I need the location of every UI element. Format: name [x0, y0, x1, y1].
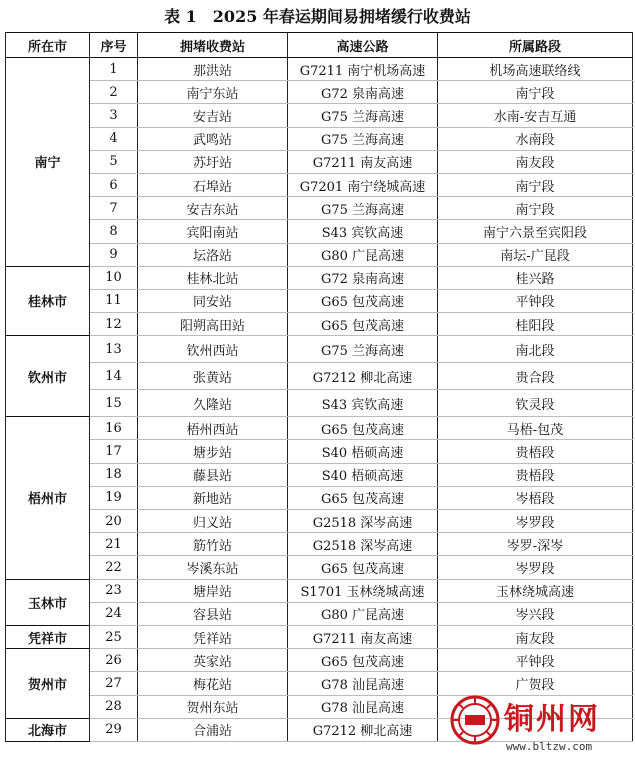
section-cell: 机场高速联络线 — [438, 58, 633, 81]
section-cell: 水南段 — [438, 127, 633, 150]
table-header-row — [6, 33, 633, 58]
station-cell: 英家站 — [138, 649, 288, 672]
header-index: 序号 — [90, 33, 138, 58]
station-cell: 筋竹站 — [138, 533, 288, 556]
header-city: 所在市 — [6, 33, 90, 58]
city-cell: 南宁 — [6, 58, 90, 267]
index-cell: 5 — [90, 150, 138, 173]
station-cell: 坛洛站 — [138, 243, 288, 266]
section-cell: 南宁段 — [438, 173, 633, 196]
city-cell: 桂林市 — [6, 266, 90, 336]
table-row — [6, 289, 633, 312]
index-cell: 24 — [90, 602, 138, 625]
table-title: 表 1 2025 年春运期间易拥堵缓行收费站 — [164, 7, 471, 26]
index-cell: 18 — [90, 463, 138, 486]
index-cell: 12 — [90, 313, 138, 336]
station-cell: 桂林北站 — [138, 266, 288, 289]
station-cell: 安吉东站 — [138, 197, 288, 220]
city-cell: 贺州市 — [6, 649, 90, 719]
table-row — [6, 58, 633, 81]
highway-cell: G75 兰海高速 — [288, 336, 438, 363]
highway-cell: S43 宾钦高速 — [288, 390, 438, 417]
index-cell: 27 — [90, 672, 138, 695]
index-cell: 15 — [90, 390, 138, 417]
table-row — [6, 243, 633, 266]
index-cell: 9 — [90, 243, 138, 266]
station-cell: 贺州东站 — [138, 695, 288, 718]
station-cell: 塘步站 — [138, 440, 288, 463]
table-row — [6, 266, 633, 289]
section-cell: 岑兴段 — [438, 602, 633, 625]
highway-cell: G7212 柳北高速 — [288, 718, 438, 741]
table-row — [6, 486, 633, 509]
city-cell: 北海市 — [6, 718, 90, 741]
table-row — [6, 556, 633, 579]
index-cell: 11 — [90, 289, 138, 312]
table-body — [6, 58, 633, 742]
watermark-url: www.bltzw.com — [506, 740, 593, 753]
highway-cell: G72 泉南高速 — [288, 266, 438, 289]
table-row — [6, 463, 633, 486]
section-cell: 岑罗段 — [438, 556, 633, 579]
table-row — [6, 417, 633, 440]
watermark-seal-icon — [450, 695, 500, 745]
highway-cell: G78 汕昆高速 — [288, 672, 438, 695]
highway-cell: G75 兰海高速 — [288, 127, 438, 150]
highway-cell: S40 梧硕高速 — [288, 440, 438, 463]
station-cell: 阳朔高田站 — [138, 313, 288, 336]
table-row — [6, 440, 633, 463]
section-cell: 岑罗-深岑 — [438, 533, 633, 556]
station-cell: 凭祥站 — [138, 625, 288, 648]
highway-cell: G65 包茂高速 — [288, 486, 438, 509]
station-cell: 梧州西站 — [138, 417, 288, 440]
table-row — [6, 220, 633, 243]
station-cell: 容县站 — [138, 602, 288, 625]
index-cell: 4 — [90, 127, 138, 150]
index-cell: 13 — [90, 336, 138, 363]
index-cell: 28 — [90, 695, 138, 718]
watermark-brand: 铜州网 — [504, 702, 600, 737]
section-cell: 桂兴路 — [438, 266, 633, 289]
highway-cell: G7211 南宁机场高速 — [288, 58, 438, 81]
station-cell: 南宁东站 — [138, 81, 288, 104]
index-cell: 10 — [90, 266, 138, 289]
highway-cell: G65 包茂高速 — [288, 556, 438, 579]
highway-cell: G65 包茂高速 — [288, 289, 438, 312]
section-cell: 玉林绕城高速 — [438, 579, 633, 602]
section-cell: 广贺段 — [438, 672, 633, 695]
index-cell: 7 — [90, 197, 138, 220]
table-row — [6, 313, 633, 336]
index-cell: 29 — [90, 718, 138, 741]
highway-cell: G7211 南友高速 — [288, 150, 438, 173]
city-cell: 钦州市 — [6, 336, 90, 417]
table-row — [6, 173, 633, 196]
index-cell: 3 — [90, 104, 138, 127]
highway-cell: G7211 南友高速 — [288, 625, 438, 648]
table-row — [6, 649, 633, 672]
section-cell: 贵梧段 — [438, 463, 633, 486]
table-row — [6, 336, 633, 363]
station-cell: 同安站 — [138, 289, 288, 312]
city-cell: 凭祥市 — [6, 625, 90, 648]
section-cell: 南友段 — [438, 625, 633, 648]
city-cell: 玉林市 — [6, 579, 90, 625]
station-cell: 那洪站 — [138, 58, 288, 81]
station-cell: 梅花站 — [138, 672, 288, 695]
section-cell: 岑罗段 — [438, 510, 633, 533]
table-row — [6, 104, 633, 127]
table-row — [6, 533, 633, 556]
station-cell: 武鸣站 — [138, 127, 288, 150]
station-cell: 合浦站 — [138, 718, 288, 741]
table-row — [6, 197, 633, 220]
highway-cell: S40 梧硕高速 — [288, 463, 438, 486]
index-cell: 23 — [90, 579, 138, 602]
section-cell: 平钟段 — [438, 289, 633, 312]
section-cell: 南宁段 — [438, 197, 633, 220]
section-cell: 南北段 — [438, 336, 633, 363]
highway-cell: G72 泉南高速 — [288, 81, 438, 104]
index-cell: 16 — [90, 417, 138, 440]
station-cell: 张黄站 — [138, 363, 288, 390]
section-cell: 南宁六景至宾阳段 — [438, 220, 633, 243]
index-cell: 8 — [90, 220, 138, 243]
station-cell: 新地站 — [138, 486, 288, 509]
section-cell: 水南-安吉互通 — [438, 104, 633, 127]
index-cell: 17 — [90, 440, 138, 463]
highway-cell: G2518 深岑高速 — [288, 510, 438, 533]
station-cell: 宾阳南站 — [138, 220, 288, 243]
index-cell: 14 — [90, 363, 138, 390]
section-cell: 岑梧段 — [438, 486, 633, 509]
section-cell: 南宁段 — [438, 81, 633, 104]
section-cell: 钦灵段 — [438, 390, 633, 417]
index-cell: 2 — [90, 81, 138, 104]
header-section: 所属路段 — [438, 33, 633, 58]
section-cell: 桂阳段 — [438, 313, 633, 336]
section-cell: 南友段 — [438, 150, 633, 173]
section-cell: 南坛-广昆段 — [438, 243, 633, 266]
highway-cell: G78 汕昆高速 — [288, 695, 438, 718]
table-row — [6, 363, 633, 390]
index-cell: 26 — [90, 649, 138, 672]
table-row — [6, 81, 633, 104]
city-cell: 梧州市 — [6, 417, 90, 579]
index-cell: 6 — [90, 173, 138, 196]
station-cell: 安吉站 — [138, 104, 288, 127]
table-row — [6, 127, 633, 150]
station-cell: 归义站 — [138, 510, 288, 533]
toll-station-table — [5, 32, 633, 742]
highway-cell: G7212 柳北高速 — [288, 363, 438, 390]
index-cell: 22 — [90, 556, 138, 579]
header-station: 拥堵收费站 — [138, 33, 288, 58]
table-row — [6, 579, 633, 602]
index-cell: 19 — [90, 486, 138, 509]
station-cell: 久隆站 — [138, 390, 288, 417]
highway-cell: S43 宾钦高速 — [288, 220, 438, 243]
station-cell: 钦州西站 — [138, 336, 288, 363]
station-cell: 藤县站 — [138, 463, 288, 486]
index-cell: 25 — [90, 625, 138, 648]
station-cell: 岑溪东站 — [138, 556, 288, 579]
table-row — [6, 150, 633, 173]
highway-cell: G75 兰海高速 — [288, 104, 438, 127]
section-cell: 贵梧段 — [438, 440, 633, 463]
section-cell: 贵合段 — [438, 363, 633, 390]
table-row — [6, 625, 633, 648]
index-cell: 20 — [90, 510, 138, 533]
highway-cell: G2518 深岑高速 — [288, 533, 438, 556]
highway-cell: G80 广昆高速 — [288, 243, 438, 266]
highway-cell: S1701 玉林绕城高速 — [288, 579, 438, 602]
table-row — [6, 602, 633, 625]
highway-cell: G65 包茂高速 — [288, 417, 438, 440]
station-cell: 苏圩站 — [138, 150, 288, 173]
highway-cell: G65 包茂高速 — [288, 313, 438, 336]
table-row — [6, 510, 633, 533]
table-row — [6, 672, 633, 695]
highway-cell: G7201 南宁绕城高速 — [288, 173, 438, 196]
header-highway: 高速公路 — [288, 33, 438, 58]
table-row — [6, 390, 633, 417]
highway-cell: G65 包茂高速 — [288, 649, 438, 672]
highway-cell: G80 广昆高速 — [288, 602, 438, 625]
section-cell: 马梧-包茂 — [438, 417, 633, 440]
section-cell: 平钟段 — [438, 649, 633, 672]
station-cell: 塘岸站 — [138, 579, 288, 602]
index-cell: 1 — [90, 58, 138, 81]
index-cell: 21 — [90, 533, 138, 556]
highway-cell: G75 兰海高速 — [288, 197, 438, 220]
station-cell: 石埠站 — [138, 173, 288, 196]
